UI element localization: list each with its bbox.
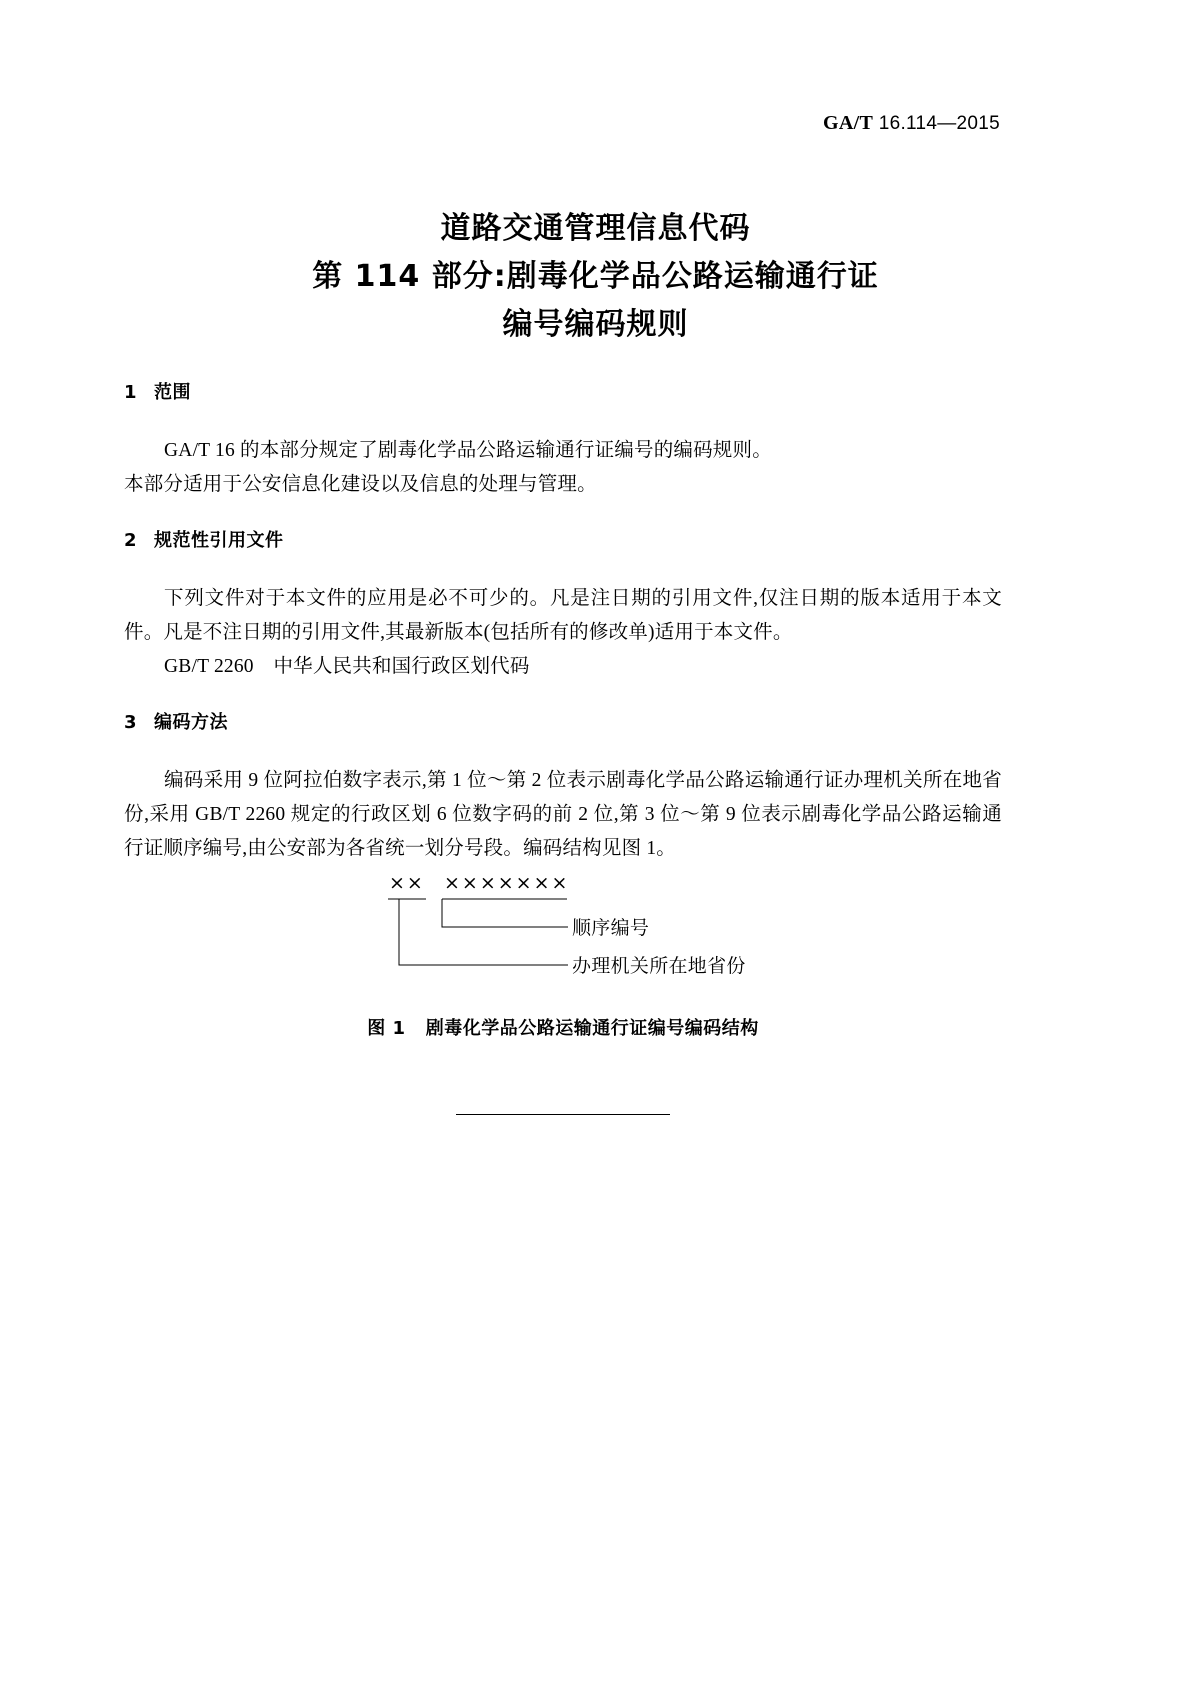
clause-heading-1 — [124, 380, 1002, 406]
clause-number-3: 3 — [124, 712, 138, 733]
document-body — [124, 380, 1002, 1120]
clause-heading-3 — [124, 710, 1002, 736]
standard-number: 16.114—2015 — [878, 113, 1000, 134]
title-line-1: 道路交通管理信息代码 — [440, 211, 751, 246]
normative-reference-gbt2260: GB/T 2260 中华人民共和国行政区划代码 — [164, 656, 530, 677]
spacer — [124, 684, 1002, 710]
figure-1-caption — [124, 1014, 1002, 1040]
figure-caption-text: 剧毒化学品公路运输通行证编号编码结构 — [425, 1018, 759, 1039]
figure-label-sequence: 顺序编号 — [572, 918, 650, 939]
title-line-3: 编号编码规则 — [502, 307, 689, 342]
page-header — [823, 112, 1000, 135]
spacer — [124, 554, 1002, 582]
clause-heading-2 — [124, 528, 1002, 554]
standard-code: GA/T — [823, 112, 874, 134]
figure-leader-lines — [124, 872, 1002, 1004]
code-segment-sequence: ××××××× — [444, 872, 570, 894]
document-title — [0, 205, 1191, 349]
spacer — [124, 736, 1002, 764]
spacer — [124, 406, 1002, 434]
title-line-2: 第 114 部分:剧毒化学品公路运输通行证 — [312, 259, 879, 294]
clause-title-2: 规范性引用文件 — [154, 530, 284, 551]
code-segment-province: ×× — [389, 872, 425, 894]
clause-number-2: 2 — [124, 530, 138, 551]
clause-number-1: 1 — [124, 382, 138, 403]
clause-1-paragraph-2: 本部分适用于公安信息化建设以及信息的处理与管理。 — [124, 474, 597, 495]
figure-1-code-structure — [124, 872, 1002, 1004]
figure-label-province: 办理机关所在地省份 — [572, 956, 746, 977]
clause-title-1: 范围 — [154, 382, 191, 403]
spacer — [124, 502, 1002, 528]
end-rule-container — [124, 1102, 1002, 1120]
clause-title-3: 编码方法 — [154, 712, 228, 733]
end-of-document-rule — [456, 1114, 670, 1115]
clause-2-paragraph-1: 下列文件对于本文件的应用是必不可少的。凡是注日期的引用文件,仅注日期的版本适用于本文件。凡是不注日期的引用文件,其最新版本(包括所有的修改单)适用于本文件。 — [124, 588, 1002, 643]
clause-3-paragraph-1: 编码采用 9 位阿拉伯数字表示,第 1 位～第 2 位表示剧毒化学品公路运输通行证办理机关所在地省份,采用 GB/T 2260 规定的行政区划 6 位数字码的前 2 位,第 3 位～第 9 位表示剧毒化学品公路运输通行证顺序编号,由公安部为各省统一划分号段。编码结构见图 1。 — [124, 770, 1002, 859]
figure-caption-label: 图 1 — [367, 1018, 406, 1039]
clause-1-paragraph-1: GA/T 16 的本部分规定了剧毒化学品公路运输通行证编号的编码规则。 — [164, 440, 772, 461]
